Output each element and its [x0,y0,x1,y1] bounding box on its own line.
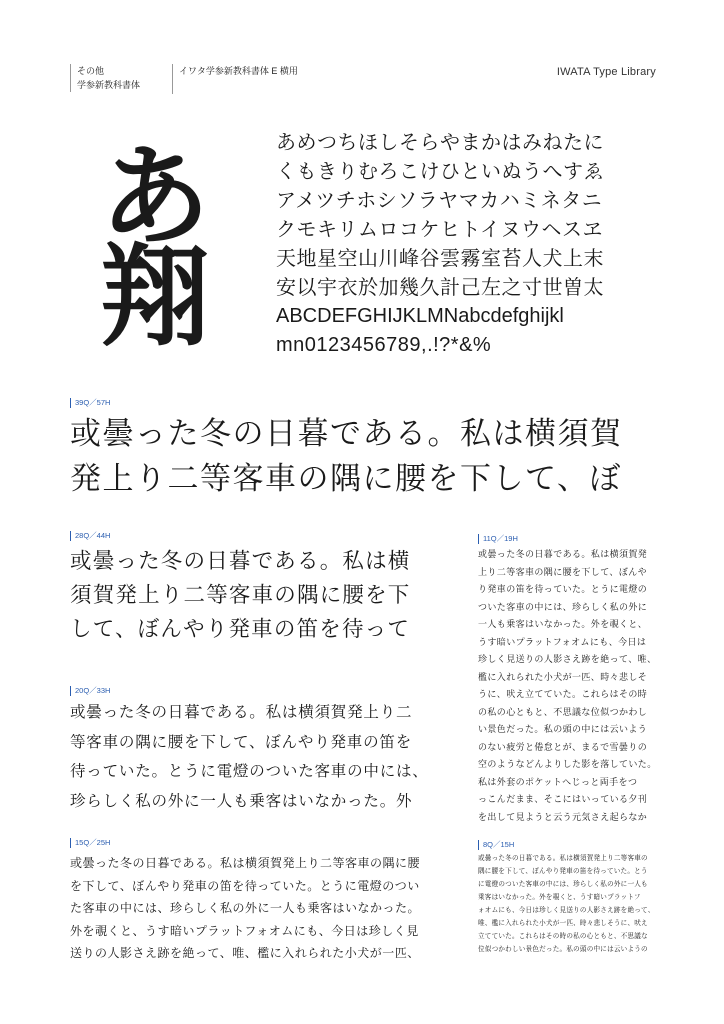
size-tag-28q: 28Q／44H [70,531,110,541]
showcase-glyph-kanji: 翔 [100,232,210,361]
specimen-line: アメツチホシソラヤマカハミネタニ [276,188,603,212]
specimen-line: 天地星空山川峰谷雲霧室苔人犬上末 [276,246,604,270]
sample-line: い景色だった。私の頭の中には云いよう [478,725,648,735]
specimen-line: あめつちほしそらやまかはみねたに [276,130,604,154]
sample-line: 檻に入れられた小犬が一匹、時々悲しそ [478,672,648,683]
sample-line: 或曇った冬の日暮である。私は横須賀発上り二等客車の [478,854,648,862]
sample-text-20q [70,698,450,816]
specimen-line: 安以宇衣於加幾久計己左之寸世曽太 [276,275,604,299]
category-label: その他 [77,66,105,76]
sample-line: 乗客はいなかった。外を覗くと、うす暗いプラットフ [478,893,641,901]
sample-line: 等客車の隅に腰を下して、ぼんやり発車の笛を [70,732,412,751]
sample-line: の私の心ともと、不思議な位似つかわし [478,707,648,718]
size-tag-15q: 15Q／25H [70,838,110,848]
sample-line: 立てていた。これらはその時の私の心ともと、不思議な [478,932,648,940]
specimen-line: くもきりむろこけひといぬうへすゑ [276,159,604,183]
showcase-glyph-hiragana: あ [100,132,210,261]
size-tag-20q: 20Q／33H [70,686,110,696]
sample-line: 或曇った冬の日暮である。私は横須賀 [70,416,623,452]
sample-line: り発車の笛を待っていた。とうに電燈の [478,585,648,595]
sample-line: っこんだまま、そこにはいっている夕刊 [478,795,648,805]
sample-line: 須賀発上り二等客車の隅に腰を下 [70,583,411,608]
sample-line: して、ぼんやり発車の笛を待って [70,617,411,642]
sample-line: 一人も乗客はいなかった。外を覗くと、 [478,620,648,630]
family-label: 学参新教科書体 [77,80,141,90]
character-specimen [276,128,656,360]
sample-line: 珍しく見送りの人影さえ跡を絶って、唯、 [478,655,657,665]
sample-line: 或曇った冬の日暮である。私は横 [70,549,411,574]
sample-line: 唯、檻に入れられた小犬が一匹、時々悲しそうに、吠え [478,919,648,927]
sample-line: 珍らしく私の外に一人も乗客はいなかった。外 [70,791,413,810]
sample-line: 或曇った冬の日暮である。私は横須賀発 [478,550,648,560]
sample-line: 送りの人影さえ跡を絶って、唯、檻に入れられた小犬が一匹、 [70,946,420,960]
specimen-latin-line: mn0123456789,.!?*&% [276,334,492,356]
sample-line: 隅に腰を下して、ぼんやり発車の笛を待っていた。とう [478,867,648,875]
size-tag-11q: 11Q／19H [478,534,518,544]
size-tag-39q: 39Q／57H [70,398,110,408]
sample-text-8q [478,852,678,956]
sample-line: に電燈のついた客車の中には、珍らしく私の外に一人も [478,880,648,888]
sample-line: 或曇った冬の日暮である。私は横須賀発上り二 [70,703,413,721]
sample-line: 外を覗くと、うす暗いプラットフォオムにも、今日は珍しく見 [70,923,419,938]
sample-line: うに、吠え立てていた。これらはその時 [478,690,648,700]
sample-line: 私は外套のポケットへじっと両手をつ [478,777,638,788]
sample-line: 上り二等客車の隅に腰を下して、ぼんや [478,567,648,578]
header-font-block [172,64,298,94]
sample-line: うす暗いプラットフォオムにも、今日は [478,637,647,648]
sample-line: のない疲労と倦怠とが、まるで雪曇りの [478,742,648,753]
header-category-block [70,64,140,92]
sample-text-15q [70,852,450,965]
specimen-latin-line: ABCDEFGHIJKLMNabcdefghijkl [276,305,564,327]
sample-line: 或曇った冬の日暮である。私は横須賀発上り二等客車の隅に腰 [70,856,421,870]
size-tag-8q: 8Q／15H [478,840,514,850]
sample-text-39q [70,412,670,502]
sample-line: 発上り二等客車の隅に腰を下して、ぼ [70,461,622,497]
sample-line: 空のようなどんよりした影を落していた。 [478,760,657,770]
sample-line: 位似つかわしい景色だった。私の頭の中には云いようの [478,945,648,953]
sample-line: 待っていた。とうに電燈のついた客車の中には、 [70,762,429,780]
library-title: IWATA Type Library [556,66,656,78]
sample-line: を出して見ようと云う元気さえ起らなか [478,812,648,823]
sample-line: た客車の中には、珍らしく私の外に一人も乗客はいなかった。 [70,901,421,915]
specimen-line: クモキリムロコケヒトイヌウヘスヱ [276,217,603,241]
sample-text-11q [478,547,678,827]
sample-line: ついた客車の中には、珍らしく私の外に [478,602,648,613]
sample-line: ォオムにも、今日は珍しく見送りの人影さえ跡を絶って、 [478,906,655,914]
font-name-label: イワタ学参新教科書体 E 横用 [179,66,298,76]
sample-line: を下して、ぼんやり発車の笛を待っていた。とうに電燈のつい [70,878,420,893]
sample-text-28q [70,545,450,647]
